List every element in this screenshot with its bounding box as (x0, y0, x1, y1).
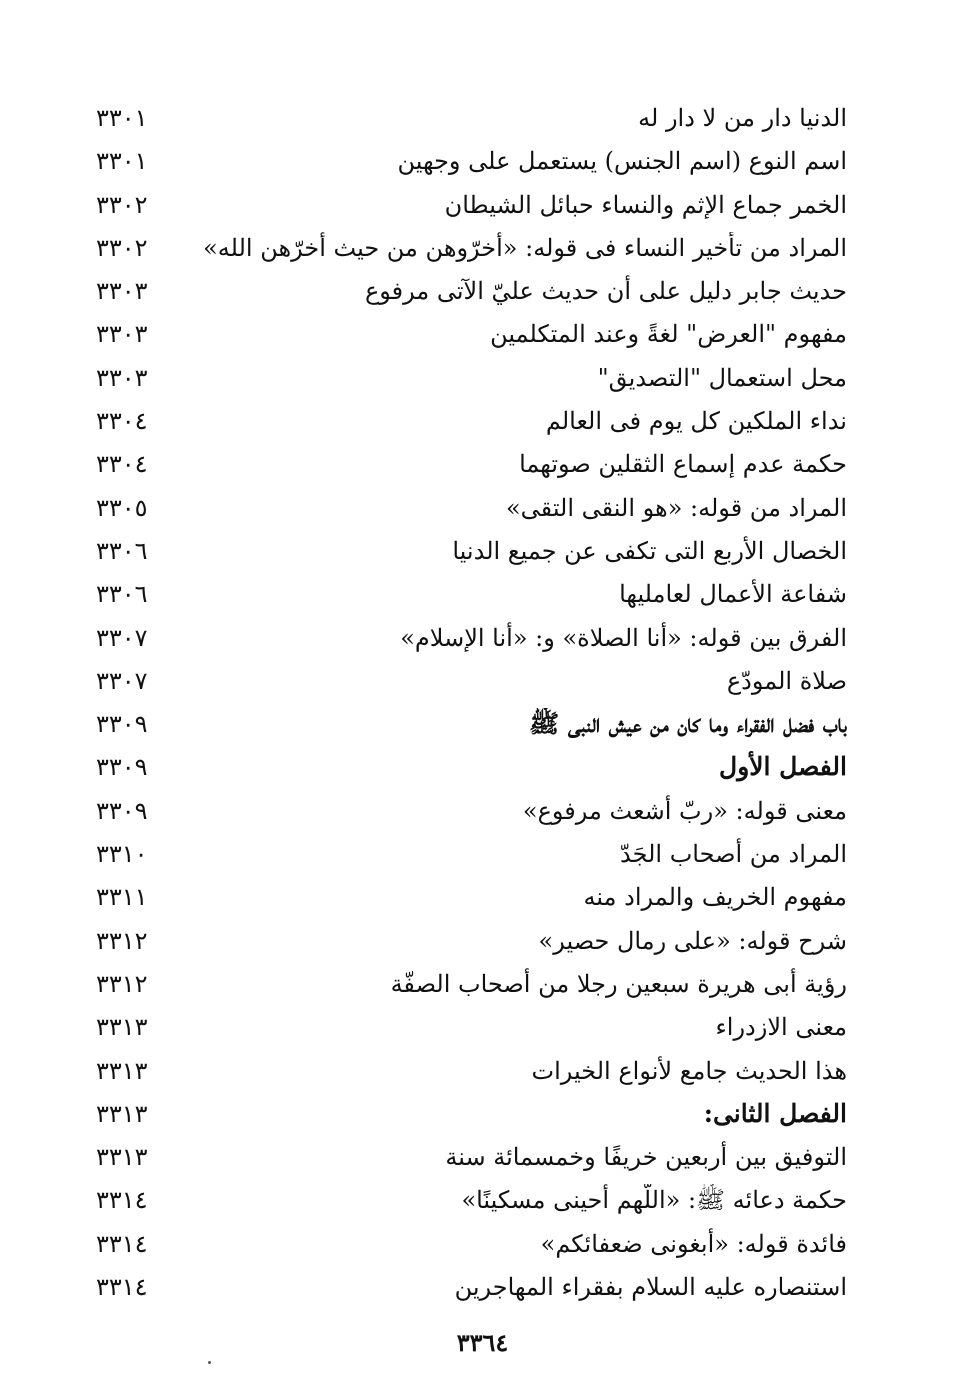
toc-entry-title: هذا الحديث جامع لأنواع الخيرات (531, 1056, 847, 1085)
toc-entry-title: باب فضل الفقراء وما كان من عيش النبى ﷺ (528, 709, 847, 739)
toc-entry-page: ٣٣٠٧ (96, 666, 148, 695)
toc-entry-page: ٣٣٠٩ (96, 796, 148, 825)
toc-row (0, 962, 965, 1005)
toc-entry-title: فائدة قوله: «أبغونى ضعفائكم» (540, 1229, 847, 1258)
toc-row (0, 356, 965, 399)
toc-entry-title: الدنيا دار من لا دار له (638, 104, 847, 132)
toc-entry-title: الفرق بين قوله: «أنا الصلاة» و: «أنا الإسلام» (400, 623, 847, 652)
toc-entry-title: رؤية أبى هريرة سبعين رجلا من أصحاب الصفّة (390, 969, 847, 998)
toc-row (0, 442, 965, 485)
toc-entry-title: شرح قوله: «على رمال حصير» (538, 926, 847, 955)
toc-entry-page: ٣٣٠١ (96, 104, 148, 132)
page-number-footer: ٣٣٦٤ (456, 1328, 509, 1357)
toc-row (0, 832, 965, 875)
toc-heading-row (0, 1092, 965, 1135)
toc-row (0, 1222, 965, 1265)
toc-entry-page: ٣٣١٤ (96, 1186, 148, 1215)
toc-entry-page: ٣٣١٤ (96, 1273, 148, 1302)
toc-entry-title: شفاعة الأعمال لعامليها (619, 580, 847, 609)
toc-entry-page: ٣٣١١ (96, 883, 148, 912)
toc-entry-page: ٣٣١٠ (96, 840, 148, 869)
toc-row (0, 226, 965, 269)
toc-entry-title: مفهوم الخريف والمراد منه (583, 883, 847, 912)
toc-entry-page: ٣٣٠٩ (96, 753, 148, 782)
toc-entry-page: ٣٣٠٢ (96, 233, 148, 262)
toc-entry-page: ٣٣١٢ (96, 969, 148, 998)
toc-entry-title: نداء الملكين كل يوم فى العالم (545, 407, 847, 436)
toc-entry-page: ٣٣١٤ (96, 1229, 148, 1258)
toc-entry-title: مفهوم "العرض" لغةً وعند المتكلمين (490, 320, 847, 349)
toc-entry-page: ٣٣٠١ (96, 147, 148, 176)
toc-row (0, 269, 965, 312)
toc-entry-title: محل استعمال "التصديق" (597, 363, 847, 392)
toc-entry-page: ٣٣٠٣ (96, 277, 148, 306)
toc-heading-row (0, 702, 965, 745)
toc-entry-title: الخمر جماع الإثم والنساء حبائل الشيطان (444, 190, 847, 219)
toc-entry-page: ٣٣٠٧ (96, 623, 148, 652)
toc-row (0, 616, 965, 659)
toc-entry-page: ٣٣٠٦ (96, 536, 148, 565)
toc-entry-page: ٣٣٠٣ (96, 363, 148, 392)
toc-entry-title: المراد من قوله: «هو النقى التقى» (505, 493, 847, 522)
toc-entry-title: المراد من تأخير النساء فى قوله: «أخرّوهن من حيث أخرّهن الله» (203, 233, 847, 262)
toc-entry-page: ٣٣١٣ (96, 1143, 148, 1172)
toc-row (0, 1178, 965, 1221)
toc-entry-title: معنى الازدراء (715, 1013, 847, 1042)
toc-row (0, 312, 965, 355)
toc-row (0, 1135, 965, 1178)
toc-entry-title: التوفيق بين أربعين خريفًا وخمسمائة سنة (445, 1143, 847, 1172)
toc-entry-page: ٣٣١٣ (96, 1099, 148, 1128)
toc-row (0, 919, 965, 962)
toc-entry-title: استنصاره عليه السلام بفقراء المهاجرين (454, 1273, 847, 1302)
toc-entry-page: ٣٣١٣ (96, 1013, 148, 1042)
toc-row (0, 1005, 965, 1048)
toc-row (0, 96, 965, 139)
toc-entry-page: ٣٣٠٥ (96, 493, 148, 522)
table-of-contents (0, 96, 965, 1308)
toc-row (0, 572, 965, 615)
toc-row (0, 486, 965, 529)
toc-entry-title: اسم النوع (اسم الجنس) يستعمل على وجهين (397, 147, 847, 176)
toc-row (0, 789, 965, 832)
toc-entry-title: صلاة المودّع (726, 666, 847, 695)
toc-entry-page: ٣٣٠٢ (96, 190, 148, 219)
toc-row (0, 1265, 965, 1308)
print-speck (208, 1361, 211, 1364)
toc-entry-page: ٣٣٠٤ (96, 407, 148, 436)
toc-entry-page: ٣٣٠٦ (96, 580, 148, 609)
toc-entry-page: ٣٣٠٣ (96, 320, 148, 349)
toc-row (0, 139, 965, 182)
toc-entry-title: حكمة عدم إسماع الثقلين صوتهما (519, 450, 847, 479)
toc-entry-title: حكمة دعائه ﷺ: «اللّهم أحينى مسكينًا» (461, 1186, 847, 1215)
toc-entry-page: ٣٣٠٩ (96, 710, 148, 739)
toc-row (0, 399, 965, 442)
toc-entry-title: حديث جابر دليل على أن حديث عليّ الآتى مرفوع (364, 277, 847, 306)
toc-row (0, 1049, 965, 1092)
toc-entry-page: ٣٣١٣ (96, 1056, 148, 1085)
toc-entry-title: المراد من أصحاب الجَدّ (620, 840, 847, 869)
toc-entry-page: ٣٣٠٤ (96, 450, 148, 479)
toc-heading-row (0, 745, 965, 788)
toc-row (0, 183, 965, 226)
toc-row (0, 529, 965, 572)
toc-entry-page: ٣٣١٢ (96, 926, 148, 955)
toc-row (0, 659, 965, 702)
toc-row (0, 875, 965, 918)
toc-entry-title: الفصل الأول (719, 752, 847, 782)
toc-entry-title: معنى قوله: «ربّ أشعث مرفوع» (522, 796, 847, 825)
toc-entry-title: الفصل الثانى: (703, 1098, 847, 1128)
toc-entry-title: الخصال الأربع التى تكفى عن جميع الدنيا (452, 536, 847, 565)
